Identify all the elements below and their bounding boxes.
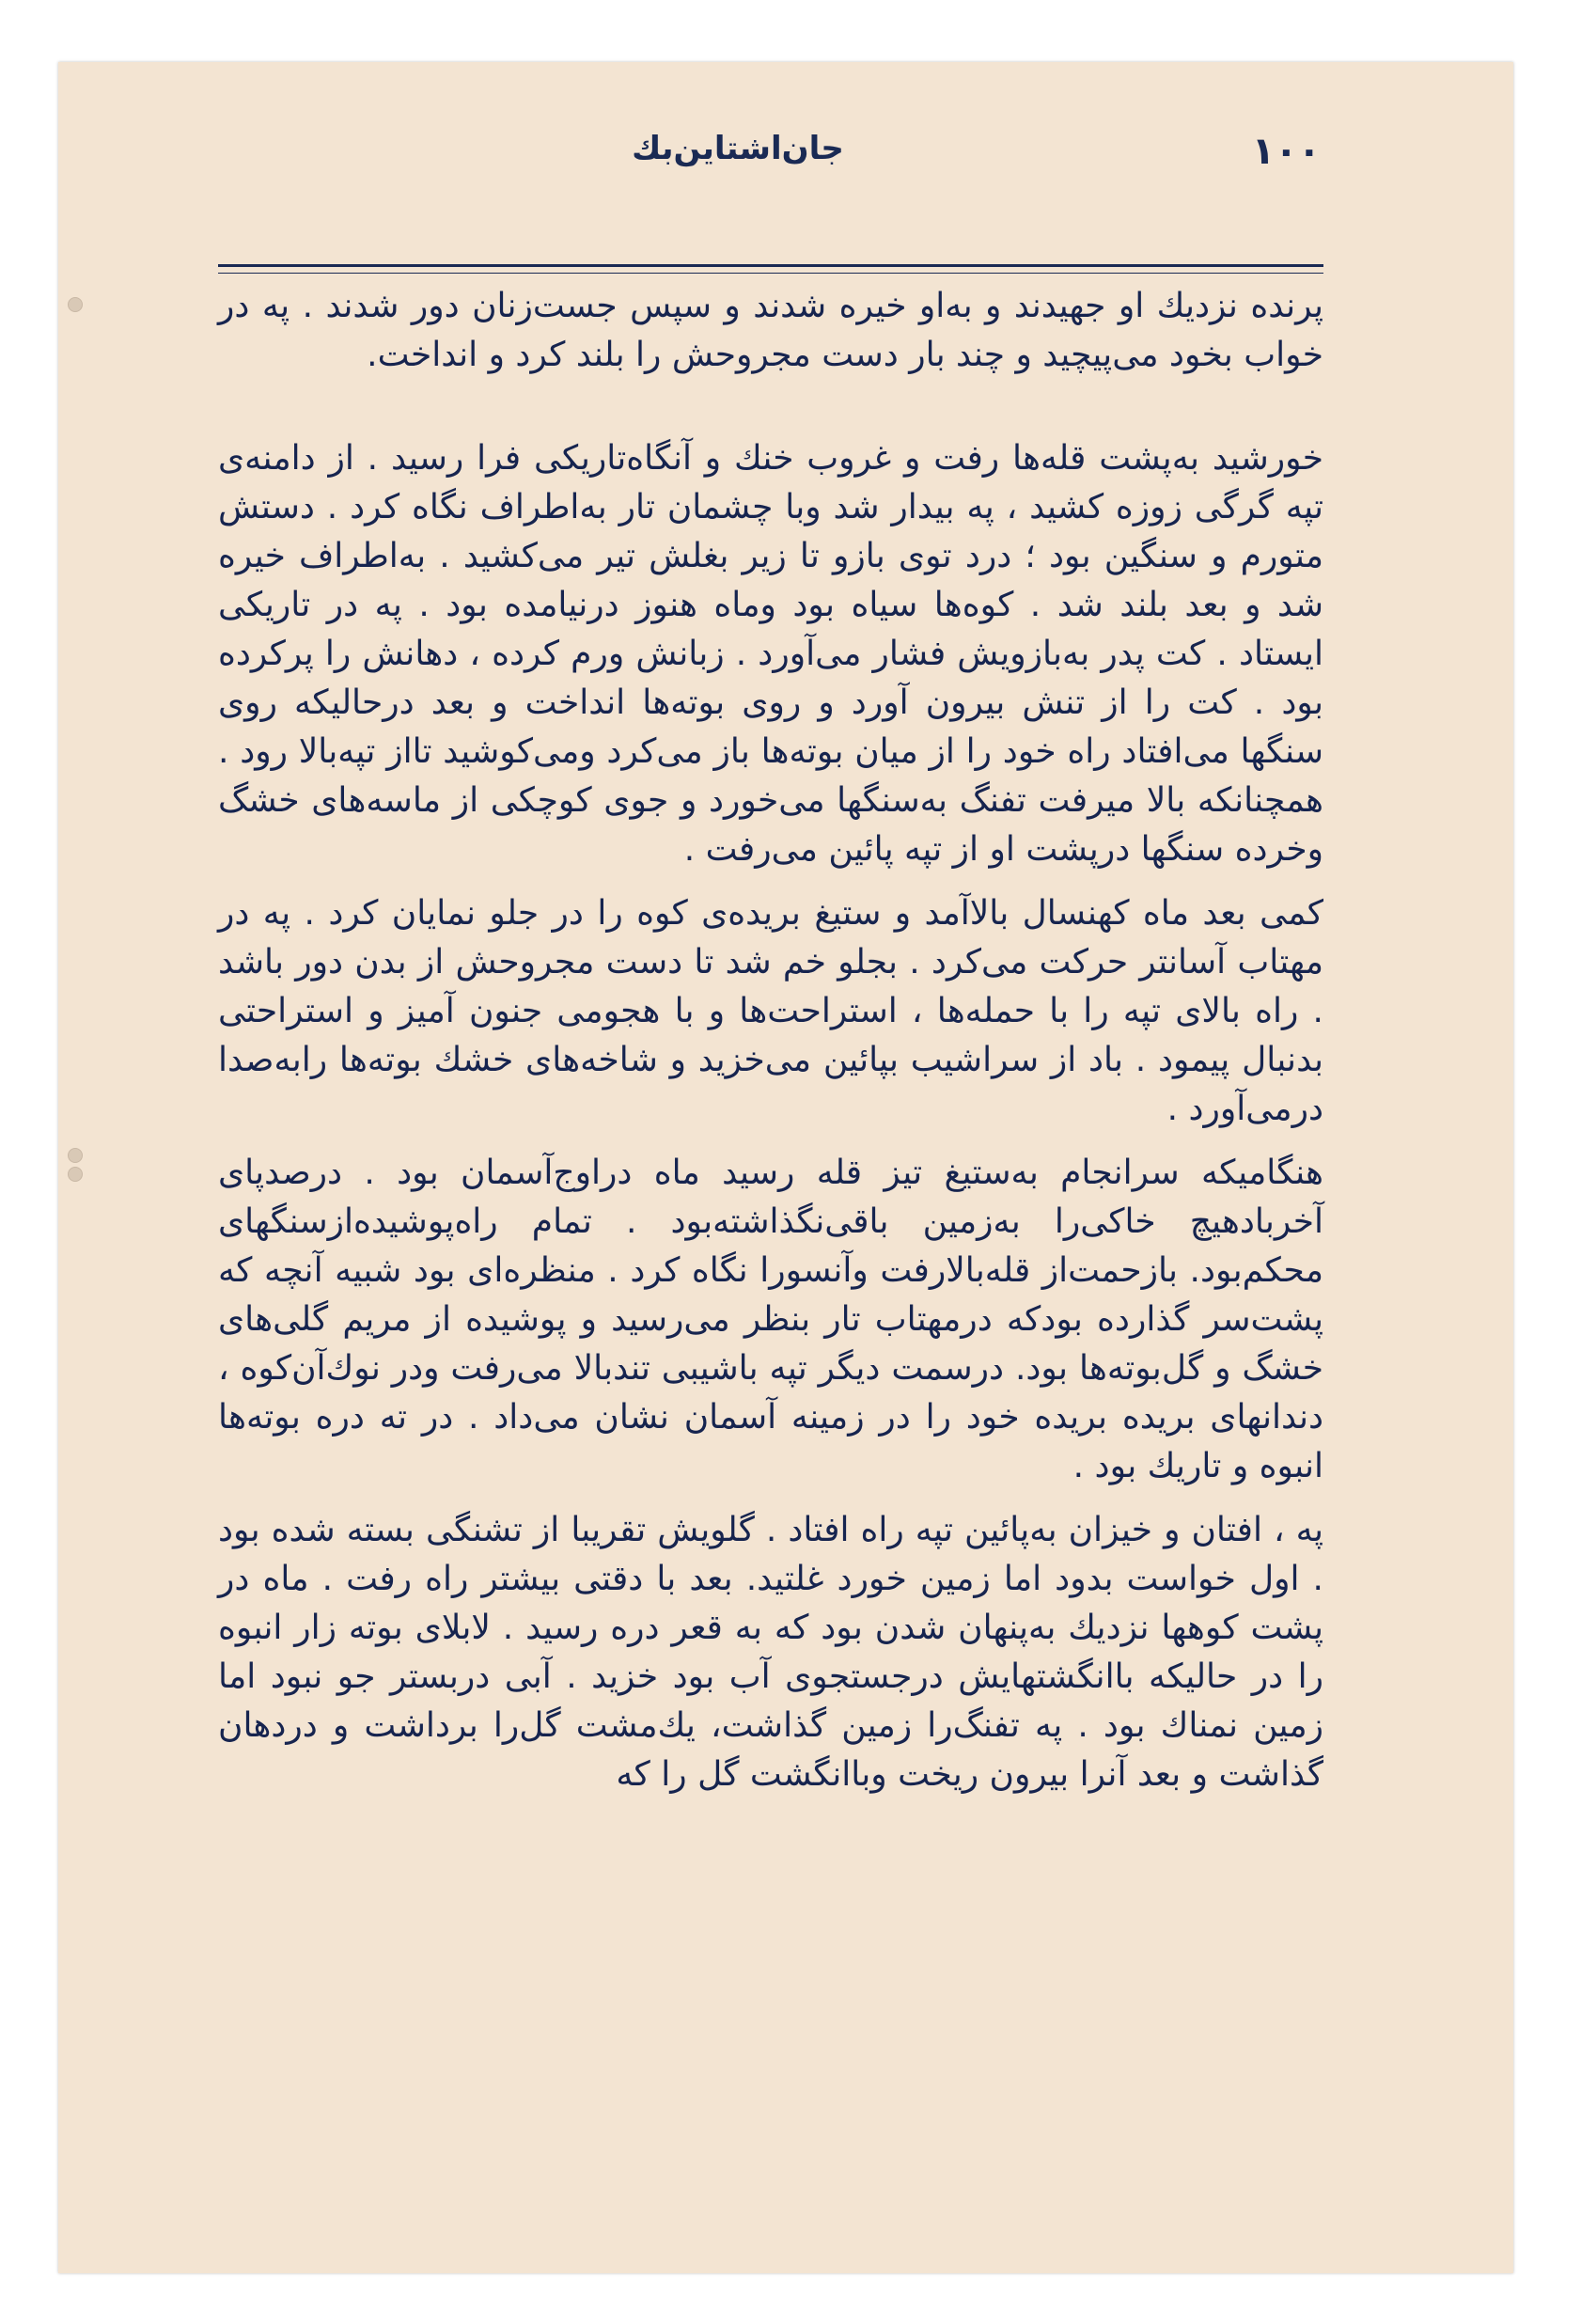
binding-hole	[68, 1148, 83, 1163]
paragraph: کمی بعد ماه کهنسال بالاآمد و ستیغ بریده‌ی کوه را در جلو نمایان کرد . په در مهتاب آسانتر حرکت می‌کرد . بجلو خم شد تا دست مجروحش از بدن دور باشد . راه بالای تپه را با حمله‌ها ، استراحت‌ها و با هجومی جنون آمیز و استراحتی بدنبال پیمود . باد از سراشیب بپائین می‌خزید و شاخه‌های خشك بوته‌ها رابه‌صدا درمی‌آورد .	[218, 894, 1323, 1128]
paragraph: په ، افتان و خیزان به‌پائین تپه راه افتاد . گلویش تقریبا از تشنگی بسته شده بود . اول خواست بدود اما زمین خورد غلتید. بعد با دقتی بیشتر راه رفت . ماه در پشت کوهها نزدیك به‌پنهان شدن بود که به قعر دره رسید . لابلای بوته زار انبوه را در حالیکه باانگشتهایش درجستجوی آب بود خزید . آبی دربستر جو نبود اما زمین نمناك بود . په تفنگ‌را زمین گذاشت، یك‌مشت گل‌را برداشت و دردهان گذاشت و بعد آنرا بیرون ریخت وباانگشت گل را که	[218, 1511, 1323, 1794]
binding-hole	[68, 297, 83, 312]
paragraph: هنگامیکه سرانجام به‌ستیغ تیز قله رسید ماه دراوج‌آسمان بود . درصدپای آخربادهیچ خاکی‌را به‌زمین باقی‌نگذاشته‌بود . تمام راه‌پوشیده‌ازسنگهای محکم‌بود. بازحمت‌از قله‌بالارفت وآنسورا نگاه کرد . منظره‌ای بود شبیه آنچه که پشت‌سر گذارده بودکه درمهتاب تار بنظر می‌رسید و پوشیده از مریم گلی‌های خشگ و گل‌بوته‌ها بود. درسمت دیگر تپه باشیبی تندبالا می‌رفت ودر نوك‌آن‌کوه ، دندانهای بریده بریده خود را در زمینه آسمان نشان می‌داد . در ته دره بوته‌ها انبوه و تاریك بود .	[218, 1154, 1323, 1485]
binding-hole	[68, 1167, 83, 1182]
body-text	[218, 282, 1323, 1814]
header-rule	[218, 264, 1323, 274]
page-header	[155, 130, 1321, 182]
paragraph: خورشید به‌پشت قله‌ها رفت و غروب خنك و آنگاه‌تاریکی فرا رسید . از دامنه‌ی تپه گرگی زوزه کشید ، په بیدار شد وبا چشمان تار به‌اطراف نگاه کرد . دستش متورم و سنگین بود ؛ درد توی بازو تا زیر بغلش تیر می‌کشید . به‌اطراف خیره شد و بعد بلند شد . کوه‌ها سیاه بود وماه هنوز درنیامده بود . په در تاریکی ایستاد . کت پدر به‌بازویش فشار می‌آورد . زبانش ورم کرده ، دهانش را پرکرده بود . کت را از تنش بیرون آورد و روی بوته‌ها انداخت و بعد درحالیکه روی سنگها می‌افتاد راه خود را از میان بوته‌ها باز می‌کرد ومی‌کوشید تااز تپه‌بالا رود . همچنانکه بالا میرفت تفنگ به‌سنگها می‌خورد و جوی کوچکی از ماسه‌های خشگ وخرده سنگها درپشت او از تپه پائین می‌رفت .	[218, 439, 1323, 869]
paragraph: پرنده نزدیك او جهیدند و به‌او خیره شدند و سپس جست‌زنان دور شدند . په در خواب بخود می‌پیچید و چند بار دست مجروحش را بلند کرد و انداخت.	[218, 287, 1323, 374]
page-number: ۱۰۰	[1251, 130, 1321, 173]
running-title: جان‌اشتاین‌بك	[632, 130, 844, 167]
